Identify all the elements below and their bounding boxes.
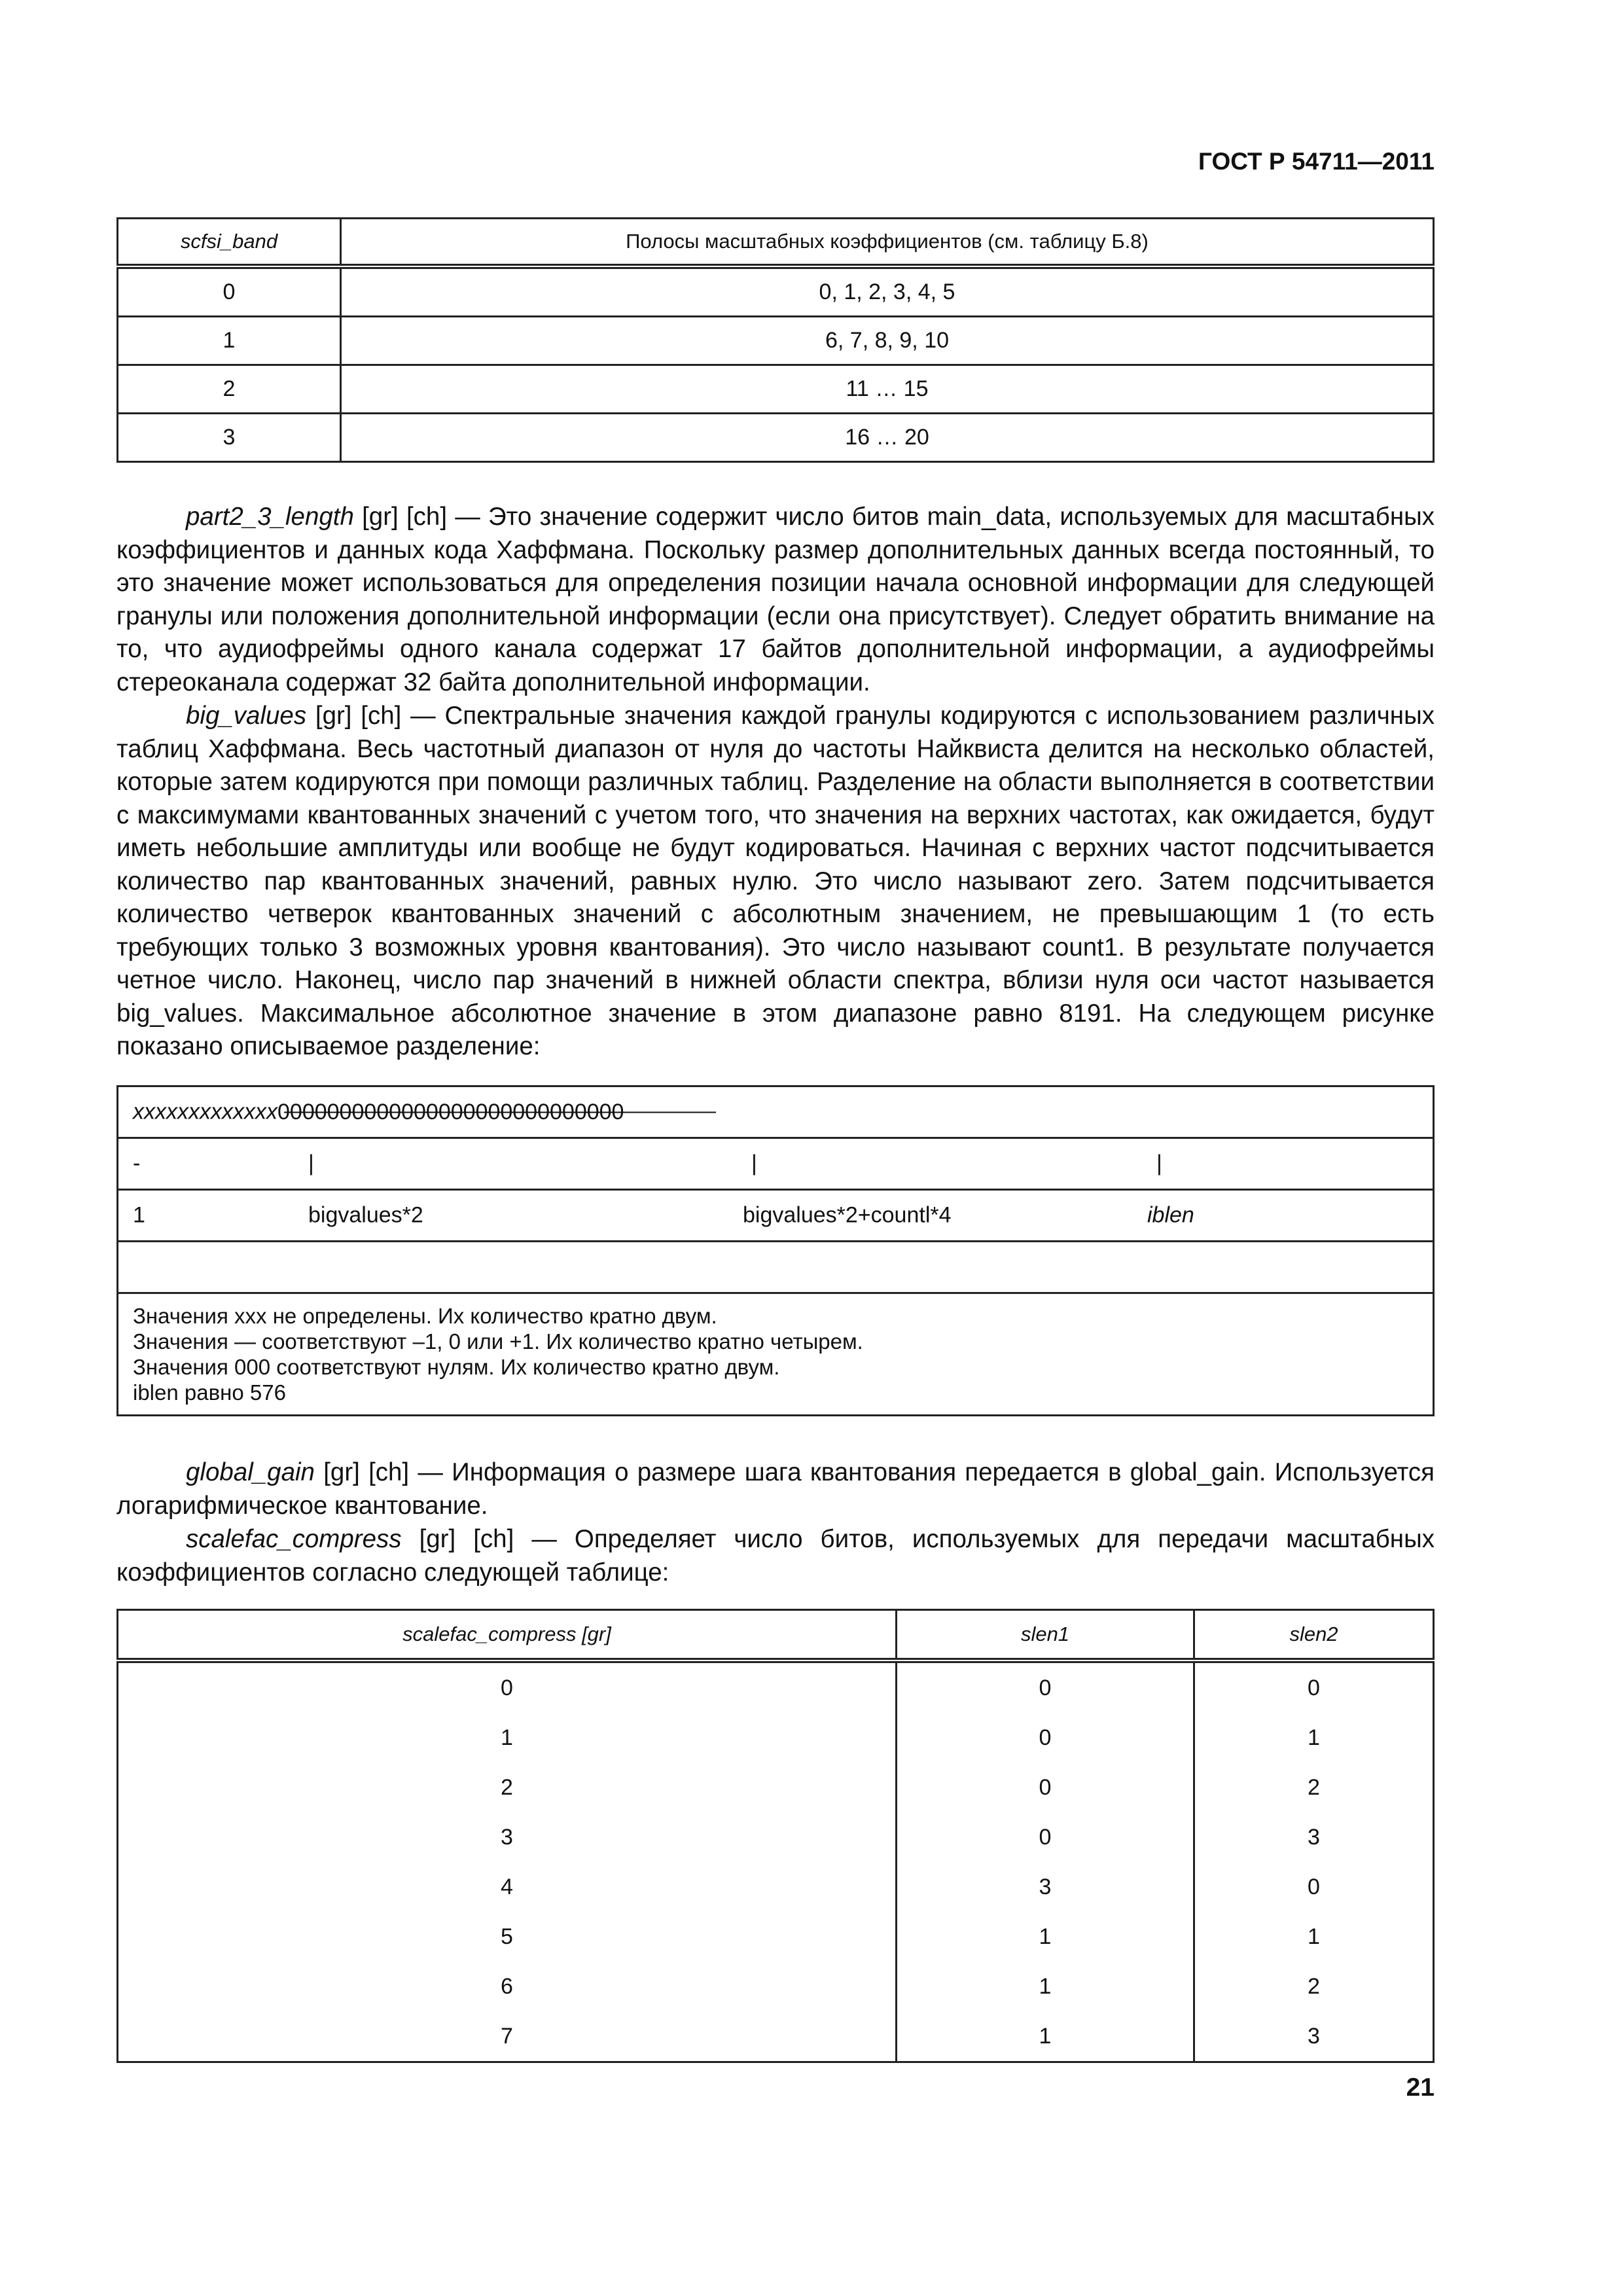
- table-cell: 3: [118, 414, 341, 462]
- table-cell: 6, 7, 8, 9, 10: [341, 317, 1434, 365]
- figure-row: [118, 1086, 1434, 1138]
- table-cell: 7: [118, 2011, 897, 2062]
- paragraph-text: — Это значение содержит число битов main_data, используемых для масштабных коэффициентов и данных кода Хаффмана. Поскольку размер дополнительных данных всегда постоянный, то это значение может использоваться для определения позиции начала основной информации для следующей гранулы или положения дополнительной информации (если она присутствует). Следует обратить внимание на то, что аудиофреймы одного канала содержат 17 байтов дополнительной информации, а аудиофреймы стереоканала содержат 32 байта дополнительной информации.: [116, 503, 1435, 696]
- note-line: Значения xxx не определены. Их количество кратно двум.: [133, 1304, 717, 1328]
- table-cell: 0: [1194, 1862, 1434, 1912]
- table-cell: 0: [118, 1660, 897, 1713]
- scfsi-band-table: [116, 217, 1435, 463]
- table-cell: 1: [897, 1962, 1194, 2011]
- table-cell: 0: [897, 1713, 1194, 1763]
- table-row: [118, 1812, 1434, 1862]
- table-header: slen1: [897, 1610, 1194, 1661]
- table-cell: 3: [897, 1862, 1194, 1912]
- term: scalefac_compress: [186, 1525, 402, 1553]
- table-cell: 2: [118, 1763, 897, 1812]
- table-cell: 3: [1194, 1812, 1434, 1862]
- note-line: iblen равно 576: [133, 1380, 286, 1405]
- figure-notes: [118, 1293, 1434, 1416]
- table-row: [118, 1713, 1434, 1763]
- table-cell: 6: [118, 1962, 897, 2011]
- table-row: [118, 1962, 1434, 2011]
- figure-marker: -: [133, 1151, 141, 1176]
- table-row: [118, 1912, 1434, 1962]
- figure-label: 1: [133, 1202, 145, 1228]
- table-cell: 0: [118, 266, 341, 317]
- table-cell: 1: [897, 2011, 1194, 2062]
- table-row: [118, 1862, 1434, 1912]
- term: global_gain: [186, 1458, 315, 1486]
- table-cell: 1: [118, 317, 341, 365]
- table-cell: 11 … 15: [341, 365, 1434, 414]
- term-args: [gr] [ch]: [314, 1458, 410, 1486]
- paragraph-big-values: [116, 700, 1435, 1064]
- term-args: [gr] [ch]: [401, 1525, 514, 1553]
- paragraph-part2-3-length: [116, 501, 1435, 699]
- table-cell: 0: [1194, 1660, 1434, 1713]
- figure-x-values: xxxxxxxxxxxxx: [133, 1099, 277, 1124]
- table-cell: 5: [118, 1912, 897, 1962]
- table-cell: 0: [897, 1660, 1194, 1713]
- scalefac-compress-table: [116, 1609, 1435, 2063]
- paragraph-text: — Информация о размере шага квантования передается в global_gain. Используется логарифмическое квантование.: [116, 1458, 1435, 1520]
- term: part2_3_length: [186, 503, 354, 531]
- table-header: Полосы масштабных коэффициентов (см. таблицу Б.8): [341, 219, 1434, 267]
- table-cell: 1: [1194, 1912, 1434, 1962]
- table-cell: 0, 1, 2, 3, 4, 5: [341, 266, 1434, 317]
- figure-label: bigvalues*2+countl*4: [743, 1202, 952, 1228]
- figure-row: [118, 1190, 1434, 1242]
- paragraph-scalefac-compress: [116, 1523, 1435, 1589]
- table-cell: 0: [897, 1812, 1194, 1862]
- table-cell: 2: [1194, 1962, 1434, 2011]
- table-cell: 1: [897, 1912, 1194, 1962]
- figure-label: iblen: [1147, 1202, 1194, 1228]
- paragraph-global-gain: [116, 1456, 1435, 1522]
- table-header: scfsi_band: [118, 219, 341, 267]
- note-line: Значения 000 соответствуют нулям. Их количество кратно двум.: [133, 1355, 780, 1379]
- table-cell: 4: [118, 1862, 897, 1912]
- table-row: [118, 1660, 1434, 1713]
- table-header: scalefac_compress [gr]: [118, 1610, 897, 1661]
- table-cell: 0: [897, 1763, 1194, 1812]
- page-number: 21: [1406, 2073, 1435, 2102]
- table-cell: 1: [1194, 1713, 1434, 1763]
- figure-marker: |: [308, 1151, 314, 1176]
- figure-zero-values: 0000000000000000000000000000: [277, 1099, 624, 1124]
- document-id: ГОСТ Р 54711—2011: [1198, 148, 1435, 175]
- term-args: [gr] [ch]: [306, 702, 402, 730]
- table-cell: 3: [1194, 2011, 1434, 2062]
- note-line: Значения — соответствуют –1, 0 или +1. Их количество кратно четырем.: [133, 1329, 863, 1354]
- paragraph-text: — Определяет число битов, используемых для передачи масштабных коэффициентов согласно следующей таблице:: [116, 1525, 1435, 1587]
- table-row: [118, 317, 1434, 365]
- table-row: [118, 365, 1434, 414]
- table-cell: 2: [1194, 1763, 1434, 1812]
- partition-figure: [116, 1085, 1435, 1416]
- figure-row: [118, 1138, 1434, 1190]
- table-cell: 1: [118, 1713, 897, 1763]
- table-row: [118, 1763, 1434, 1812]
- figure-empty-row: [118, 1242, 1434, 1293]
- figure-marker: |: [751, 1151, 757, 1176]
- table-cell: 2: [118, 365, 341, 414]
- table-header: slen2: [1194, 1610, 1434, 1661]
- figure-marker: |: [1156, 1151, 1162, 1176]
- table-row: [118, 2011, 1434, 2062]
- table-row: [118, 266, 1434, 317]
- term: big_values: [186, 702, 307, 730]
- figure-label: bigvalues*2: [308, 1202, 423, 1228]
- paragraph-text: — Спектральные значения каждой гранулы кодируются с использованием различных таблиц Хаффмана. Весь частотный диапазон от нуля до частоты Найквиста делится на несколько областей, которые затем кодируются при помощи различных таблиц. Разделение на области выполняется в соответствии с максимумами квантованных значений с учетом того, что значения на верхних частотах, как ожидается, будут иметь небольшие амплитуды или вообще не будут кодироваться. Начиная с верхних частот подсчитывается количество пар квантованных значений, равных нулю. Это число называют zero. Затем подсчитывается количество четверок квантованных значений с абсолютным значением, не превышающим 1 (то есть требующих только 3 возможных уровня квантования). Это число называют count1. В результате получается четное число. Наконец, число пар значений в нижней области спектра, вблизи нуля оси частот называется big_values. Максимальное абсолютное значение в этом диапазоне равно 8191. На следующем рисунке показано описываемое разделение:: [116, 702, 1435, 1060]
- term-args: [gr] [ch]: [353, 503, 448, 531]
- table-cell: 16 … 20: [341, 414, 1434, 462]
- table-cell: 3: [118, 1812, 897, 1862]
- table-row: [118, 414, 1434, 462]
